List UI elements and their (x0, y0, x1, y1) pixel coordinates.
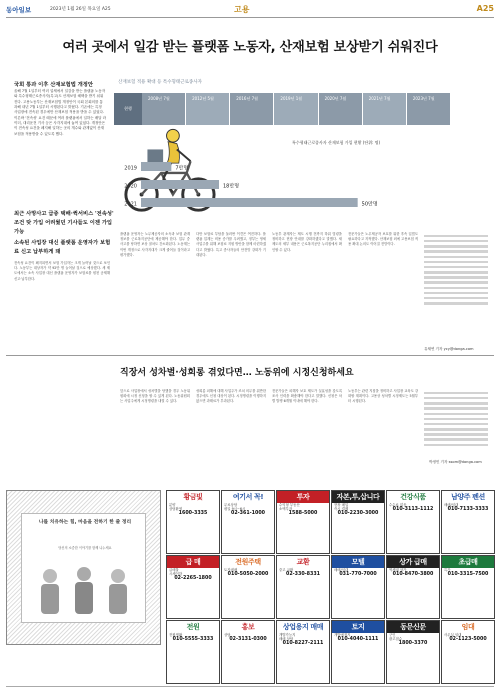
article-column: 다만 보험료 부담을 둘러싼 이견은 여전하다. 플랫폼 업계는 비용 증가를 우려했고, 정부는 영세 사업주를 위해 보험료 지원 방안을 함께 마련하겠다고 밝혔다. 특고 종사자들의 안전망 강화가 기대된다. (196, 232, 266, 257)
classified-ad[interactable] (441, 555, 495, 619)
timeline-step-label: 2012년 5월 (192, 96, 214, 101)
chart-value-label: 50만명 (361, 201, 378, 208)
ad-line: 사무실 임대 (444, 633, 462, 637)
timeline-step-label: 2020년 7월 (324, 96, 347, 101)
header-rule (6, 17, 494, 18)
ad-line: 평일 9시~6시 (224, 507, 246, 512)
classified-ad[interactable] (166, 490, 220, 554)
ad-phone: 010-5050-2000 (227, 572, 269, 578)
ad-line: 상담환영 (169, 507, 183, 512)
ad-phone: 1800-3370 (398, 641, 428, 647)
ad-line: 개발가능지 (279, 633, 296, 637)
ad-phone: 031-770-7000 (339, 572, 377, 578)
article-byline: 유채연 기자 ycy@donga.com (424, 347, 474, 351)
timeline-step (319, 93, 362, 125)
classified-ads (166, 490, 494, 685)
ad-heading: 상업용지 매매 (282, 623, 324, 631)
ad-line: 구인 (389, 633, 396, 637)
ad-heading: 모텔 (332, 556, 384, 568)
timeline-step-label: 2016년 7월 (236, 96, 259, 101)
lead-body: 올해 7월 1일부터 여러 업체에서 일감을 받는 플랫폼 노동자와 특수형태근로종사자(특고)도 산재보험 혜택을 받기 쉬워진다. 고용노동부는 산재보험법 개정안이 국회 본회의를 통과해 내년 7월 1일부터 시행된다고 밝혔다. 기존에는 특정 사업장에 전속된 경우에만 산재보험 적용을 받을 수 있었다. 이른바 '전속성' 요건 때문에 여러 플랫폼에서 일하는 배달 라이더, 대리운전 기사 등은 사각지대에 놓여 있었다. 개정안은 이 전속성 요건을 폐지해 일하는 곳의 개수와 관계없이 산재보험을 적용받을 수 있도록 했다. (14, 89, 106, 136)
classified-ad[interactable] (166, 620, 220, 684)
classified-ad[interactable] (331, 490, 385, 554)
promo-ad[interactable] (6, 490, 161, 645)
ad-phone: 1588-5000 (288, 511, 318, 517)
chart-subtitle: 특수형태근로종사자 산재보험 가입 현황 (단위: 명) (292, 140, 381, 145)
ad-line: 중고 교환 (279, 568, 294, 572)
chart-area (115, 158, 445, 218)
sub-article-column: 성희롱 피해에 대해 사업주가 조치 의무를 위반한 경우에도 신청 대상이 된다. 시정명령을 이행하지 않으면 과태료가 부과된다. (196, 389, 266, 404)
ad-line: 전원생활 (169, 633, 183, 637)
classified-ad[interactable] (386, 555, 440, 619)
ad-heading: 상가 급매 (387, 556, 439, 568)
chart-category-label: 2020 (124, 183, 137, 190)
classified-ad[interactable] (441, 490, 495, 554)
chart-bar (141, 180, 219, 189)
timeline-step-label: 2008년 7월 (148, 96, 170, 101)
classified-ad[interactable] (331, 620, 385, 684)
sub-byline: 박정민 기자 ssom@donga.com (429, 460, 482, 464)
masthead: 동아일보 (6, 6, 32, 14)
ad-line: 매매/임대 (444, 503, 459, 507)
ad-line: 역세권 상가 (389, 568, 407, 572)
timeline (114, 93, 451, 125)
article-column: 전문가들은 노무제공자 보호를 위한 후속 입법도 필요하다고 지적했다. 산재보험 외에 고용보험 적용 확대 논의도 이어질 전망이다. (348, 232, 418, 247)
chart-category-label: 2021 (124, 201, 137, 208)
ad-line: 수익형 부동산 (279, 503, 300, 507)
ad-phone: 02-330-8331 (285, 572, 321, 578)
ad-line: 토지매매 (224, 568, 238, 572)
ad-line: 현장 매입 (334, 503, 349, 507)
ad-phone: 02-361-1000 (230, 511, 266, 517)
classified-ad[interactable] (221, 555, 275, 619)
classified-ad[interactable] (441, 620, 495, 684)
ad-heading: 자본,투,삽니다 (332, 491, 384, 503)
ad-heading: 초급매 (442, 556, 494, 568)
ad-heading: 전원 (186, 623, 200, 631)
ad-phone: 02-3131-0300 (229, 637, 267, 643)
ad-phone: 010-8470-3800 (392, 572, 434, 578)
chart-bar (141, 198, 358, 207)
classified-ad[interactable] (331, 555, 385, 619)
ad-heading: 남양주 펜션 (451, 493, 485, 501)
ad-heading: 홍보 (241, 623, 255, 631)
timeline-step-label: 2023년 7월 (412, 96, 435, 101)
article-column: 전속성 요건이 폐지되면서 보험 가입자는 크게 늘어날 것으로 보인다. 노동부는 대상자가 약 92만 명 늘어날 것으로 예상했다. 새 제도에서는 소속 사업장 대신 플랫폼 운영자가 보험료를 원천 공제해 신고·납부한다. (14, 261, 110, 281)
ad-line: 급매물 (169, 568, 179, 572)
bar-chart (115, 158, 445, 218)
main-headline: 여러 곳에서 일감 받는 플랫폼 노동자, 산재보험 보상받기 쉬워진다 (62, 40, 438, 55)
ad-phone: 010-3315-7500 (447, 572, 489, 578)
dateline: 2023년 1월 26일 목요일 A25 (50, 7, 111, 12)
classified-ad[interactable] (221, 490, 275, 554)
classified-ad[interactable] (276, 555, 330, 619)
timeline-step (363, 93, 406, 125)
timeline-step-label: 2021년 7월 (368, 96, 391, 101)
classified-ad[interactable] (166, 555, 220, 619)
article-column: 플랫폼 운영자는 노무제공자의 소득과 보험 관계 정보를 근로복지공단에 제공해야 한다. 업무 중 사고를 당하면 보상 절차도 간소화된다. 노동계는 이번 개정으로 사각지대가 크게 줄어들 것이라고 평가했다. (120, 232, 190, 257)
ad-line: 분양 (169, 503, 176, 507)
ad-line: 개발예정지 (334, 633, 351, 637)
ad-line: 매매 상담 (279, 637, 294, 642)
ad-heading: 교환 (296, 558, 310, 566)
ad-heading: 황금빛 (183, 493, 203, 501)
ad-phone: 010-8227-2111 (282, 641, 324, 647)
ad-heading: 여기서 꼭! (232, 493, 264, 501)
ad-heading: 토지 (332, 621, 384, 633)
timeline-step (274, 93, 317, 125)
section-rule (6, 355, 494, 356)
ad-phone: 010-5555-3333 (172, 637, 214, 643)
classified-ad[interactable] (276, 620, 330, 684)
ad-phone: 02-1123-5000 (449, 637, 487, 643)
ad-line: 수수료 없음 (389, 503, 407, 507)
summary-bullet: 소속된 사업장 대신 플랫폼 운영자가 보험료 신고 납부하게 돼 (14, 239, 111, 255)
people-illustration (32, 562, 137, 620)
ad-line: 광고접수 (389, 637, 403, 642)
ad-heading: 임대 (461, 623, 475, 631)
ad-line: 소액투자 (279, 507, 293, 512)
sub-article-column: 노동부는 관련 지침을 정비하고 사업장 교육도 강화할 계획이다. 고용상 성차별 시정제도는 5월부터 시행된다. (348, 389, 418, 404)
classified-ad[interactable] (276, 490, 330, 554)
summary-bullets (14, 210, 114, 257)
timeline-step (230, 93, 273, 125)
sub-headline: 직장서 성차별·성희롱 겪었다면… 노동위에 시정신청하세요 (120, 368, 354, 378)
ad-heading: 건강식품 (400, 493, 426, 501)
ad-line: 매매/임대 (334, 568, 349, 572)
page-header (6, 4, 494, 16)
promo-subtext: 당신의 소중한 이야기를 함께 나누세요 (58, 546, 112, 550)
ad-heading: 동문신문 (387, 621, 439, 633)
bottom-rule (6, 686, 494, 687)
ad-phone: 010-4040-1111 (337, 637, 379, 643)
summary-bullet: 최근 사망사고 급증 택배·퀵서비스 '전속성' 조건 탓 가입 어려웠던 기사들도 이젠 가입 가능 (14, 211, 114, 235)
ad-phone: 010-7133-3333 (447, 507, 489, 513)
page-number: A25 (476, 4, 494, 13)
ad-heading: 전원주택 (235, 558, 261, 566)
sub-article-column: 전문가들은 피해자 보호 제도가 실효성을 갖도록 조사 인력을 확충해야 한다고 말했다. 신청은 차별 발생 6개월 이내에 해야 한다. (272, 389, 342, 404)
article-column-extra (424, 232, 488, 344)
sub-article-column-extra (424, 389, 488, 457)
section-label: 고용 (234, 5, 250, 14)
ad-phone: 010-2230-3000 (337, 511, 379, 517)
article-column: 노동부 관계자는 제도 시행 전까지 하위 법령을 정비하고 현장 안내를 강화하겠다고 말했다. 새 제도의 세부 내용은 근로복지공단 누리집에서 확인할 수 있다. (272, 232, 342, 252)
ad-line: 무료상담 (224, 503, 238, 507)
chart-value-label: 18만명 (223, 183, 240, 190)
chart-bar (141, 162, 171, 171)
promo-panel (21, 513, 146, 623)
classified-ad[interactable] (386, 620, 440, 684)
chart-value-label: 7만명 (175, 165, 189, 172)
sub-article-column: 앞으로 사업장에서 성차별을 당했을 경우 노동위원회에 시정 신청을 할 수 있게 된다. 노동위원회는 사업주에게 시정명령을 내릴 수 있다. (120, 389, 190, 404)
ad-phone: 010-3113-1112 (392, 507, 434, 513)
infographic-title: 산재보험 적용 확대 등 특수형태근로종사자 (118, 80, 202, 85)
ad-phone: 1600-3335 (178, 511, 208, 517)
classified-ad[interactable] (386, 490, 440, 554)
chart-category-label: 2019 (124, 165, 137, 172)
timeline-step (142, 93, 185, 125)
lead-kicker: 국회 통과 이후 산재보험법 개정안 (14, 82, 94, 88)
ad-line: 특가 (444, 568, 451, 572)
ad-phone: 02-2265-1800 (174, 576, 212, 582)
classified-ad[interactable] (221, 620, 275, 684)
timeline-start: 현행 (114, 93, 142, 125)
timeline-step (186, 93, 229, 125)
ad-heading: 투자 (277, 491, 329, 503)
timeline-step (407, 93, 450, 125)
ad-line: 시세이하 (169, 572, 183, 577)
ad-line: 즉시 결제 (334, 507, 349, 512)
ad-line: 상담 (224, 633, 231, 637)
promo-headline: 나를 치유하는 힘, 마음을 전하기 한 줄 정리 (38, 520, 132, 525)
timeline-step-label: 2019년 1월 (280, 96, 303, 101)
ad-heading: 급 매 (167, 556, 219, 568)
